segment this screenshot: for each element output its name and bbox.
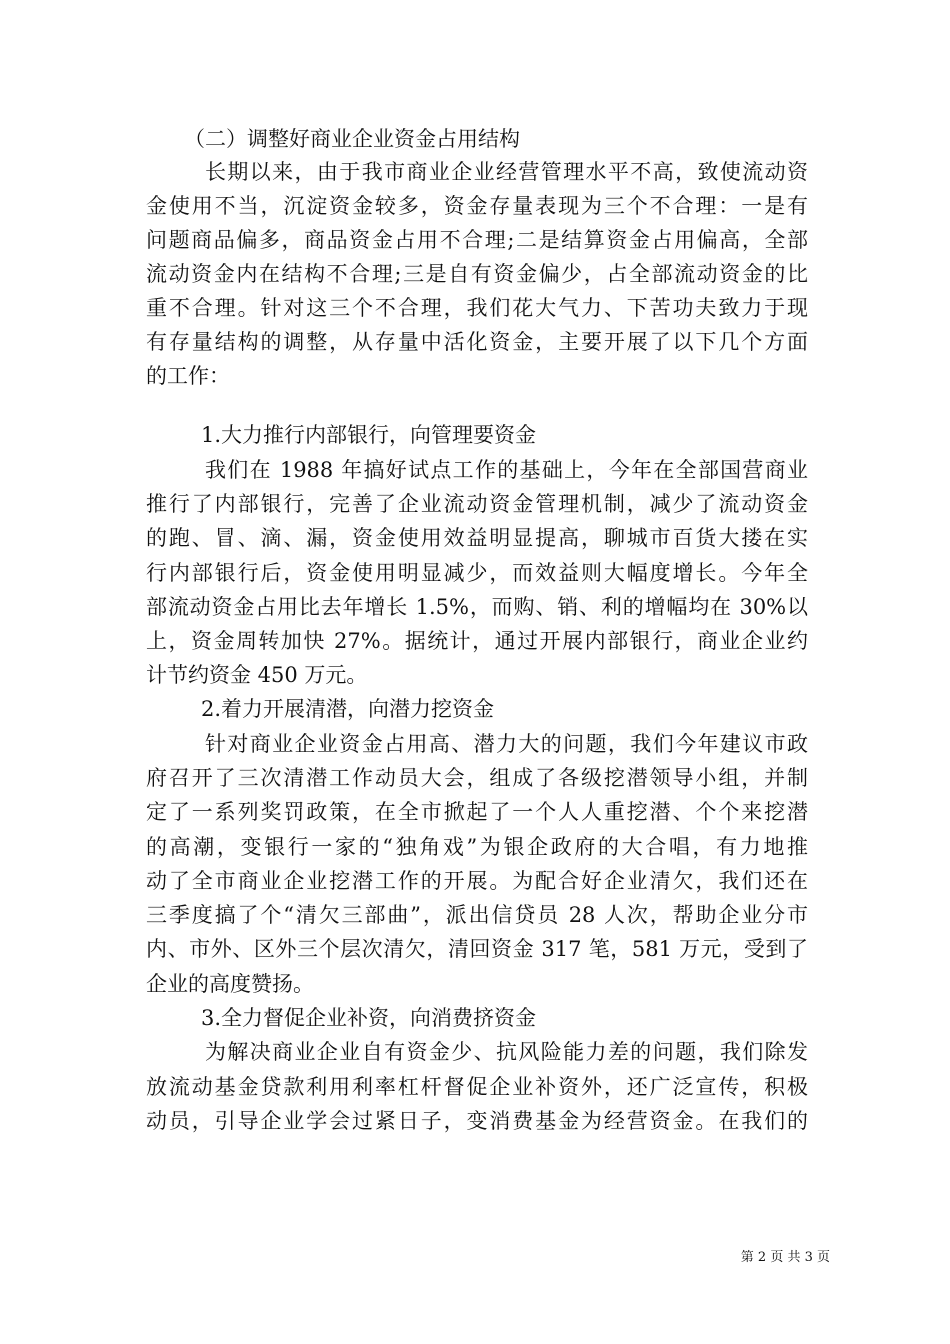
- paragraph-line: 问题商品偏多，商品资金占用不合理;二是结算资金占用偏高，全部: [146, 228, 808, 252]
- paragraph-line: 计节约资金 450 万元。: [146, 663, 368, 687]
- paragraph-line: 上，资金周转加快 27%。据统计，通过开展内部银行，商业企业约: [146, 629, 808, 653]
- paragraph-line: 我们在 1988 年搞好试点工作的基础上，今年在全部国营商业: [205, 458, 808, 482]
- paragraph-line: 重不合理。针对这三个不合理，我们花大气力、下苦功夫致力于现: [146, 296, 808, 320]
- subsection-heading: 2.着力开展清潜，向潜力挖资金: [201, 697, 495, 721]
- paragraph-line: 部流动资金占用比去年增长 1.5%，而购、销、利的增幅均在 30%以: [146, 595, 808, 619]
- page-indicator: 第 2 页 共 3 页: [740, 1250, 830, 1265]
- paragraph-line: 府召开了三次清潜工作动员大会，组成了各级挖潜领导小组，并制: [146, 766, 808, 790]
- paragraph-line: 内、市外、区外三个层次清欠，清回资金 317 笔，581 万元，受到了: [146, 937, 808, 961]
- paragraph-line: 定了一系列奖罚政策，在全市掀起了一个人人重挖潜、个个来挖潜: [146, 800, 808, 824]
- paragraph-line: 为解决商业企业自有资金少、抗风险能力差的问题，我们除发: [205, 1040, 808, 1064]
- paragraph-line: 动了全市商业企业挖潜工作的开展。为配合好企业清欠，我们还在: [146, 869, 808, 893]
- subsection-heading: 1.大力推行内部银行，向管理要资金: [201, 423, 537, 447]
- paragraph-line: 的跑、冒、滴、漏，资金使用效益明显提高，聊城市百货大搂在实: [146, 526, 808, 550]
- paragraph-line: 行内部银行后，资金使用明显减少，而效益则大幅度增长。今年全: [146, 561, 808, 585]
- paragraph-line: 企业的高度赞扬。: [146, 972, 314, 996]
- section-heading: （二）调整好商业企业资金占用结构: [184, 127, 520, 151]
- paragraph-line: 流动资金内在结构不合理;三是自有资金偏少，占全部流动资金的比: [146, 262, 808, 286]
- paragraph-line: 动员，引导企业学会过紧日子，变消费基金为经营资金。在我们的: [146, 1109, 808, 1133]
- paragraph-line: 有存量结构的调整，从存量中活化资金，主要开展了以下几个方面: [146, 330, 808, 354]
- paragraph-line: 的工作：: [146, 364, 230, 388]
- paragraph-line: 放流动基金贷款利用利率杠杆督促企业补资外，还广泛宣传，积极: [146, 1075, 808, 1099]
- paragraph-line: 推行了内部银行，完善了企业流动资金管理机制，减少了流动资金: [146, 492, 808, 516]
- paragraph-line: 金使用不当，沉淀资金较多，资金存量表现为三个不合理：一是有: [146, 194, 808, 218]
- subsection-heading: 3.全力督促企业补资，向消费挤资金: [201, 1006, 537, 1030]
- paragraph-line: 的高潮，变银行一家的“独角戏”为银企政府的大合唱，有力地推: [146, 835, 808, 859]
- paragraph-line: 三季度搞了个“清欠三部曲”，派出信贷员 28 人次，帮助企业分市: [146, 903, 808, 927]
- paragraph-line: 针对商业企业资金占用高、潜力大的问题，我们今年建议市政: [205, 732, 808, 756]
- paragraph-line: 长期以来，由于我市商业企业经营管理水平不高，致使流动资: [205, 160, 808, 184]
